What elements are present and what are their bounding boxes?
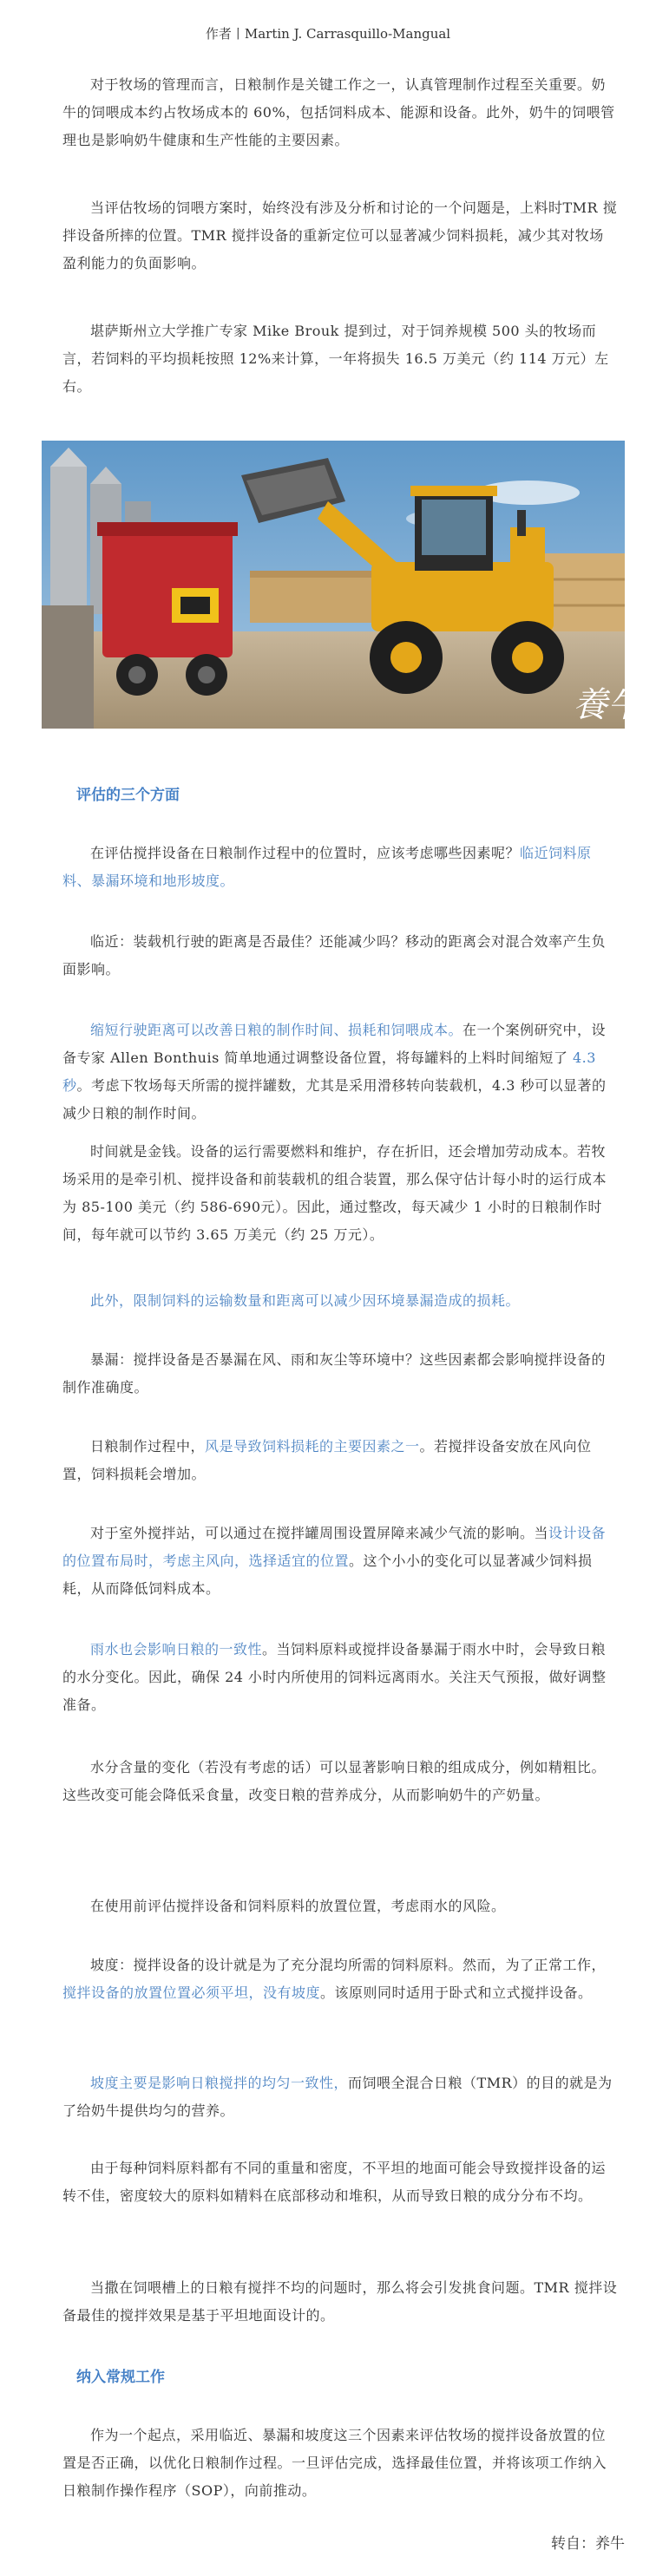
intro-paragraph-1: 对于牧场的管理而言，日粮制作是关键工作之一，认真管理制作过程至关重要。奶牛的饲喂成本约占牧场成本的 60%，包括饲料成本、能源和设备。此外，奶牛的饲喂管理也是影响奶牛健康和生产性能的主要因素。 [62, 76, 615, 148]
s1-paragraph-7: 日粮制作过程中，风是导致饲料损耗的主要因素之一。若搅拌设备安放在风向位置，饲料损耗会增加。 [62, 1438, 592, 1482]
s1-paragraph-10: 水分含量的变化（若没有考虑的话）可以显著影响日粮的组成成分，例如精粗比。这些改变可能会降低采食量，改变日粮的营养成分，从而影响奶牛的产奶量。 [62, 1759, 607, 1803]
highlight-slope: 坡度主要是影响日粮搅拌的均匀一致性， [90, 2075, 349, 2091]
highlight-layout: 设计设备的位置布局时，考虑主风向，选择适宜的位置 [62, 1525, 607, 1569]
highlight-wind: 风是导致饲料损耗的主要因素之一 [205, 1438, 420, 1455]
s1-paragraph-1: 在评估搅拌设备在日粮制作过程中的位置时，应该考虑哪些因素呢？临近饲料原料、暴漏环境和地形坡度。 [62, 845, 592, 889]
section-heading-routine: 纳入常规工作 [76, 2369, 165, 2386]
s1-paragraph-11: 在使用前评估搅拌设备和饲料原料的放置位置，考虑雨水的风险。 [90, 1898, 506, 1914]
s1-paragraph-3: 缩短行驶距离可以改善日粮的制作时间、损耗和饲喂成本。在一个案例研究中，设备专家 Allen Bonthuis 简单地通过调整设备位置，将每罐料的上料时间缩短了 4.3 秒。考虑下牧场每天所需的搅拌罐数，尤其是采用滑移转向装载机，4.3 秒可以显著的减少日粮的制作时间。 [62, 1022, 607, 1121]
highlight-shorten-distance: 缩短行驶距离可以改善日粮的制作时间、损耗和饲喂成本。 [90, 1022, 463, 1038]
highlight-three-factors: 临近饲料原料、暴漏环境和地形坡度。 [62, 845, 592, 889]
farm-photo [42, 441, 642, 729]
source-credit: 转自：养牛 [551, 2535, 625, 2553]
s1-paragraph-15: 当撒在饲喂槽上的日粮有搅拌不均的问题时，那么将会引发挑食问题。TMR 搅拌设备最佳的搅拌效果是基于平坦地面设计的。 [62, 2279, 618, 2324]
author-line: 作者丨Martin J. Carrasquillo-Mangual [205, 26, 451, 42]
s1-paragraph-6: 暴漏：搅拌设备是否暴漏在风、雨和灰尘等环境中？这些因素都会影响搅拌设备的制作准确度。 [62, 1351, 607, 1396]
s1-paragraph-2: 临近：装载机行驶的距离是否最佳？还能减少吗？移动的距离会对混合效率产生负面影响。 [62, 933, 607, 977]
highlight-seconds: 4.3 秒 [62, 1049, 596, 1094]
s1-paragraph-14: 由于每种饲料原料都有不同的重量和密度，不平坦的地面可能会导致搅拌设备的运转不佳，密度较大的原料如精料在底部移动和堆积，从而导致日粮的成分分布不均。 [62, 2160, 607, 2204]
section-heading-evaluation: 评估的三个方面 [76, 787, 180, 804]
s1-paragraph-12: 坡度：搅拌设备的设计就是为了充分混均所需的饲料原料。然而，为了正常工作，搅拌设备的放置位置必须平坦，没有坡度。该原则同时适用于卧式和立式搅拌设备。 [62, 1957, 607, 2001]
watermark-text: 養牛 [573, 685, 642, 725]
s1-paragraph-9: 雨水也会影响日粮的一致性。当饲料原料或搅拌设备暴漏于雨水中时，会导致日粮的水分变化。因此，确保 24 小时内所使用的饲料远离雨水。关注天气预报，做好调整准备。 [62, 1641, 607, 1713]
highlight-flat: 搅拌设备的放置位置必须平坦，没有坡度 [62, 1984, 321, 2001]
s1-paragraph-13: 坡度主要是影响日粮搅拌的均匀一致性，而饲喂全混合日粮（TMR）的目的就是为了给奶牛提供均匀的营养。 [62, 2075, 613, 2119]
s2-paragraph-1: 作为一个起点，采用临近、暴漏和坡度这三个因素来评估牧场的搅拌设备放置的位置是否正确，以优化日粮制作过程。一旦评估完成，选择最佳位置，并将该项工作纳入日粮制作操作程序（SOP），向前推动。 [62, 2427, 607, 2499]
intro-paragraph-3: 堪萨斯州立大学推广专家 Mike Brouk 提到过，对于饲养规模 500 头的牧场而言，若饲料的平均损耗按照 12%来计算，一年将损失 16.5 万美元（约 114 万元）左右。 [62, 323, 609, 395]
s1-paragraph-5: 此外，限制饲料的运输数量和距离可以减少因环境暴漏造成的损耗。 [90, 1292, 521, 1309]
highlight-rain: 雨水也会影响日粮的一致性 [90, 1641, 263, 1657]
intro-paragraph-2: 当评估牧场的饲喂方案时，始终没有涉及分析和讨论的一个问题是，上料时TMR 搅拌设备所摔的位置。TMR 搅拌设备的重新定位可以显著减少饲料损耗，减少其对牧场盈利能力的负面影响。 [62, 199, 618, 271]
s1-paragraph-4: 时间就是金钱。设备的运行需要燃料和维护，存在折旧，还会增加劳动成本。若牧场采用的是牵引机、搅拌设备和前装载机的组合装置，那么保守估计每小时的运行成本为 85-100 美元（约 586-690元）。因此，通过整改，每天减少 1 小时的日粮制作时间，每年就可以节约 3.65 万美元（约 25 万元）。 [62, 1143, 607, 1243]
s1-paragraph-8: 对于室外搅拌站，可以通过在搅拌罐周围设置屏障来减少气流的影响。当设计设备的位置布局时，考虑主风向，选择适宜的位置。这个小小的变化可以显著减少饲料损耗，从而降低饲料成本。 [62, 1525, 607, 1597]
